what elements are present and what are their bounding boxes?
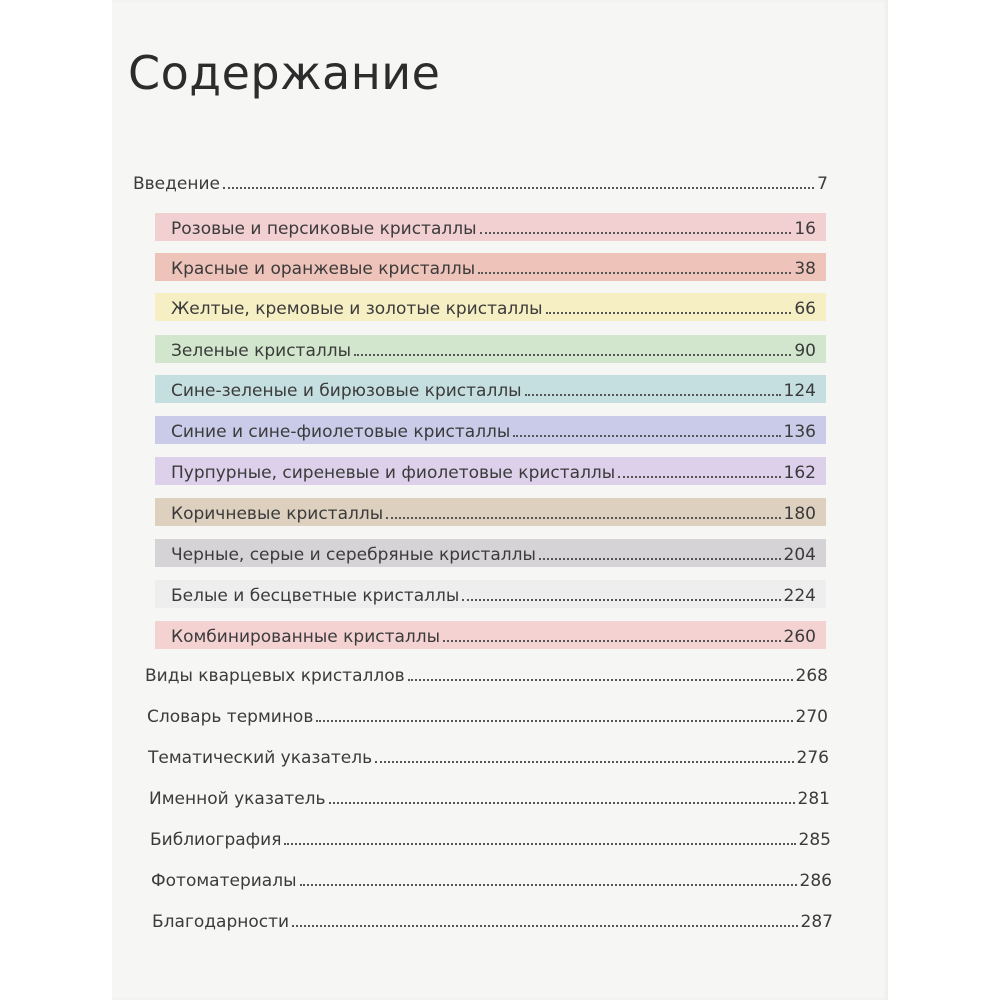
toc-entry-label: Виды кварцевых кристаллов bbox=[145, 666, 405, 686]
toc-entry-page: 270 bbox=[795, 707, 828, 727]
toc-entry-label: Библиография bbox=[150, 830, 282, 850]
dot-leader bbox=[329, 802, 795, 804]
toc-back-2[interactable] bbox=[148, 744, 829, 768]
dot-leader bbox=[525, 394, 781, 396]
toc-entry-page: 260 bbox=[783, 627, 816, 647]
toc-entry-label: Сине-зеленые и бирюзовые кристаллы bbox=[171, 381, 522, 401]
dot-leader bbox=[478, 272, 791, 274]
toc-entry-label: Желтые, кремовые и золотые кристаллы bbox=[171, 299, 543, 319]
dot-leader bbox=[443, 640, 780, 642]
toc-entry-label: Благодарности bbox=[152, 912, 290, 932]
toc-entry-page: 124 bbox=[783, 381, 816, 401]
dot-leader bbox=[618, 476, 780, 478]
toc-entry-label: Зеленые кристаллы bbox=[171, 341, 352, 361]
toc-entry-page: 204 bbox=[783, 545, 816, 565]
toc-chapter-3[interactable] bbox=[155, 335, 826, 363]
toc-chapter-6[interactable] bbox=[155, 457, 826, 485]
toc-entry-label: Введение bbox=[133, 174, 220, 194]
toc-entry-page: 276 bbox=[796, 748, 829, 768]
dot-leader bbox=[546, 312, 792, 314]
toc-chapter-7[interactable] bbox=[155, 498, 826, 526]
toc-entry-label: Красные и оранжевые кристаллы bbox=[171, 259, 476, 279]
dot-leader bbox=[316, 720, 792, 722]
toc-entry-page: 287 bbox=[800, 912, 833, 932]
dot-leader bbox=[375, 761, 793, 763]
toc-entry-label: Черные, серые и серебряные кристаллы bbox=[171, 545, 536, 565]
dot-leader bbox=[462, 599, 780, 601]
toc-entry-label: Розовые и персиковые кристаллы bbox=[171, 219, 477, 239]
toc-entry-label: Белые и бесцветные кристаллы bbox=[171, 586, 460, 606]
toc-chapter-9[interactable] bbox=[155, 580, 826, 608]
page-title: Содержание bbox=[128, 46, 441, 100]
toc-entry-label: Пурпурные, сиреневые и фиолетовые кристаллы bbox=[171, 463, 616, 483]
toc-entry-page: 38 bbox=[794, 259, 816, 279]
toc-entry-page: 224 bbox=[783, 586, 816, 606]
dot-leader bbox=[300, 884, 797, 886]
dot-leader bbox=[539, 558, 781, 560]
toc-entry-page: 281 bbox=[797, 789, 830, 809]
dot-leader bbox=[480, 232, 792, 234]
toc-back-5[interactable] bbox=[151, 867, 832, 891]
toc-entry-intro[interactable] bbox=[133, 170, 828, 194]
toc-chapter-2[interactable] bbox=[155, 293, 826, 321]
toc-chapter-5[interactable] bbox=[155, 416, 826, 444]
toc-entry-label: Комбинированные кристаллы bbox=[171, 627, 441, 647]
toc-chapter-4[interactable] bbox=[155, 375, 826, 403]
toc-back-3[interactable] bbox=[149, 785, 830, 809]
toc-back-0[interactable] bbox=[145, 662, 828, 686]
toc-entry-label: Словарь терминов bbox=[147, 707, 314, 727]
toc-back-1[interactable] bbox=[147, 703, 828, 727]
toc-entry-page: 268 bbox=[795, 666, 828, 686]
toc-entry-page: 90 bbox=[794, 341, 816, 361]
dot-leader bbox=[513, 435, 780, 437]
dot-leader bbox=[408, 679, 793, 681]
dot-leader bbox=[284, 843, 795, 845]
toc-entry-label: Тематический указатель bbox=[148, 748, 373, 768]
toc-chapter-10[interactable] bbox=[155, 621, 826, 649]
toc-entry-page: 7 bbox=[817, 174, 828, 194]
toc-entry-page: 16 bbox=[794, 219, 816, 239]
toc-back-4[interactable] bbox=[150, 826, 831, 850]
toc-entry-page: 136 bbox=[783, 422, 816, 442]
toc-entry-label: Коричневые кристаллы bbox=[171, 504, 384, 524]
toc-entry-page: 180 bbox=[783, 504, 816, 524]
dot-leader bbox=[223, 187, 814, 189]
toc-entry-page: 285 bbox=[798, 830, 831, 850]
toc-entry-label: Фотоматериалы bbox=[151, 871, 297, 891]
dot-leader bbox=[386, 517, 780, 519]
toc-chapter-0[interactable] bbox=[155, 213, 826, 241]
toc-entry-page: 66 bbox=[794, 299, 816, 319]
toc-chapter-8[interactable] bbox=[155, 539, 826, 567]
toc-entry-label: Синие и сине-фиолетовые кристаллы bbox=[171, 422, 511, 442]
dot-leader bbox=[354, 354, 791, 356]
toc-entry-page: 162 bbox=[783, 463, 816, 483]
dot-leader bbox=[292, 925, 797, 927]
toc-back-6[interactable] bbox=[152, 908, 833, 932]
toc-chapter-1[interactable] bbox=[155, 253, 826, 281]
toc-entry-page: 286 bbox=[799, 871, 832, 891]
toc-entry-label: Именной указатель bbox=[149, 789, 326, 809]
